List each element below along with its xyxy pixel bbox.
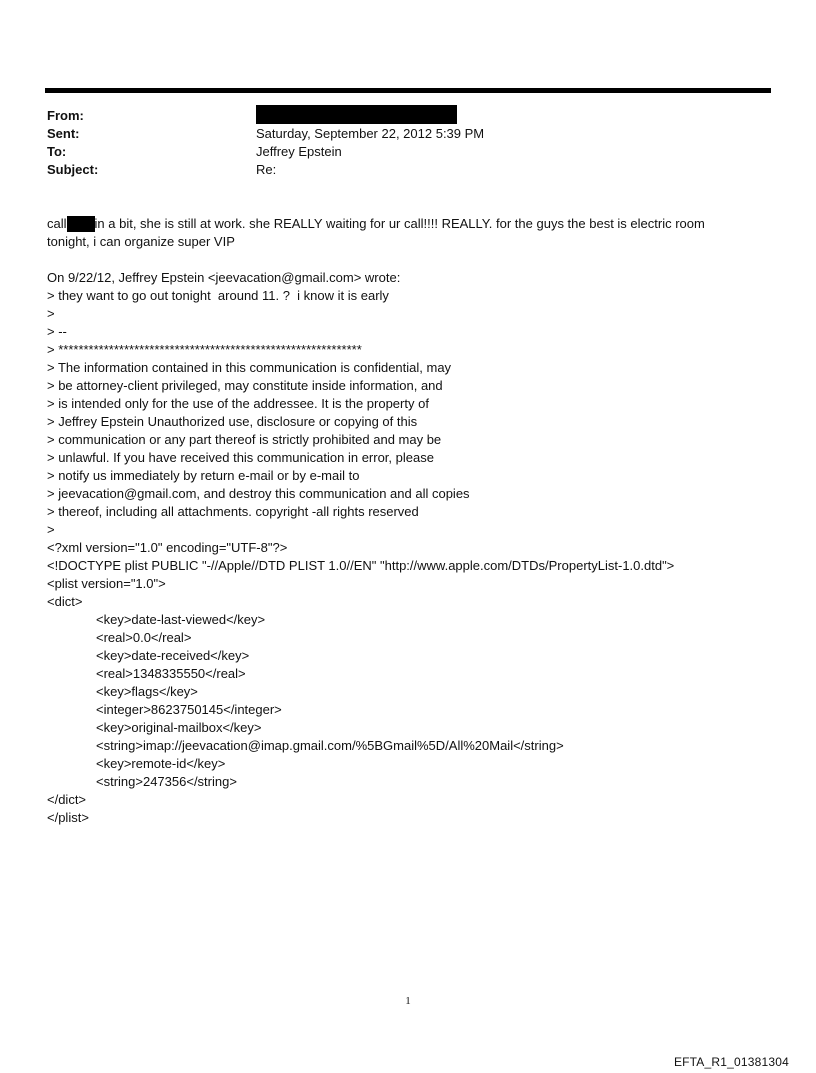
sent-value: Saturday, September 22, 2012 5:39 PM (256, 126, 485, 141)
plist-line: <key>original-mailbox</key> (96, 720, 262, 735)
body-line-2: tonight, i can organize super VIP (47, 234, 235, 249)
paragraph-gap (47, 251, 787, 269)
quote-line: > (47, 522, 55, 537)
quote-line: > jeevacation@gmail.com, and destroy this communication and all copies (47, 486, 470, 501)
to-value: Jeffrey Epstein (256, 144, 342, 159)
plist-line: <real>1348335550</real> (96, 666, 246, 681)
plist-line: <real>0.0</real> (96, 630, 192, 645)
closing-line: </dict> (47, 792, 87, 807)
subject-value: Re: (256, 162, 277, 177)
quote-line: > Jeffrey Epstein Unauthorized use, disclosure or copying of this (47, 414, 418, 429)
quote-line: <?xml version="1.0" encoding="UTF-8"?> (47, 540, 288, 555)
header-divider-rule (45, 88, 771, 93)
body-line-1-end: in a bit, she is still at work. she REALLY waiting for ur call!!!! REALLY. for the guys the best is electric room (94, 216, 705, 231)
plist-dict-entries (47, 611, 787, 791)
subject-label: Subject: (47, 162, 99, 177)
quote-line: > unlawful. If you have received this communication in error, please (47, 450, 434, 465)
quote-line: > thereof, including all attachments. copyright -all rights reserved (47, 504, 419, 519)
quote-line: On 9/22/12, Jeffrey Epstein <jeevacation@gmail.com> wrote: (47, 270, 401, 285)
email-body (47, 215, 787, 827)
sent-label: Sent: (47, 126, 80, 141)
plist-line: <integer>8623750145</integer> (96, 702, 282, 717)
plist-line: <key>flags</key> (96, 684, 198, 699)
quote-line: > communication or any part thereof is strictly prohibited and may be (47, 432, 442, 447)
bates-number: EFTA_R1_01381304 (673, 1055, 789, 1069)
quote-line: > -- (47, 324, 67, 339)
quote-line: > be attorney-client privileged, may constitute inside information, and (47, 378, 443, 393)
quote-line: > they want to go out tonight around 11. ? i know it is early (47, 288, 389, 303)
quote-line: <!DOCTYPE plist PUBLIC "-//Apple//DTD PLIST 1.0//EN" "http://www.apple.com/DTDs/PropertyList-1.0.dtd"> (47, 558, 675, 573)
plist-line: <key>remote-id</key> (96, 756, 226, 771)
quote-line: <plist version="1.0"> (47, 576, 166, 591)
quote-line: <dict> (47, 594, 83, 609)
plist-line: <string>247356</string> (96, 774, 237, 789)
plist-line: <string>imap://jeevacation@imap.gmail.com/%5BGmail%5D/All%20Mail</string> (96, 738, 564, 753)
body-line-1-start: call (47, 216, 67, 231)
to-label: To: (47, 144, 67, 159)
redaction-box (67, 216, 95, 232)
quote-line: > The information contained in this communication is confidential, may (47, 360, 452, 375)
plist-line: <key>date-received</key> (96, 648, 250, 663)
page-number: 1 (405, 995, 411, 1007)
quote-line: > ************************************************************ (47, 342, 362, 357)
body-line-1 (47, 215, 787, 233)
from-value (256, 105, 457, 124)
quote-line: > (47, 306, 55, 321)
closing-line: </plist> (47, 810, 89, 825)
quote-line: > is intended only for the use of the addressee. It is the property of (47, 396, 429, 411)
plist-line: <key>date-last-viewed</key> (96, 612, 266, 627)
redaction-box (256, 105, 457, 124)
from-label: From: (47, 108, 84, 123)
quoted-message (47, 269, 787, 611)
quote-line: > notify us immediately by return e-mail or by e-mail to (47, 468, 360, 483)
email-header (47, 107, 787, 179)
